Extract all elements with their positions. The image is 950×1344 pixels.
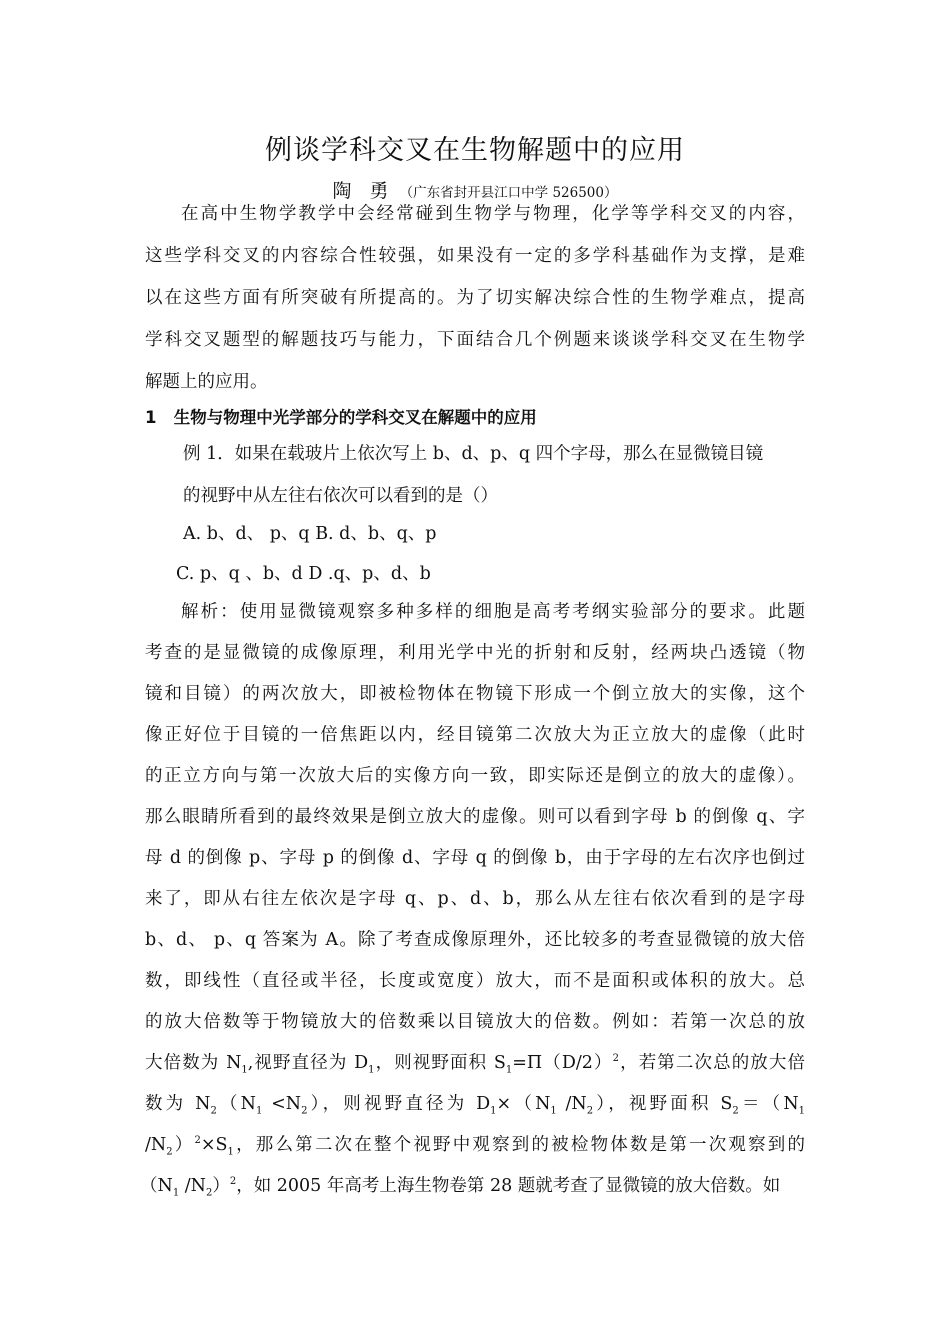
paragraph-line: 这些学科交叉的内容综合性较强，如果没有一定的多学科基础作为支撑，是难 — [145, 246, 805, 266]
formula-text: ×S — [200, 1135, 228, 1155]
subscript: 1 — [550, 1105, 557, 1117]
subscript: 2 — [205, 1187, 213, 1199]
analysis-line: 的放大倍数等于物镜放大的倍数乘以目镜放大的倍数。例如：若第一次总的放 — [145, 1012, 805, 1032]
page-title: 例谈学科交叉在生物解题中的应用 — [265, 135, 685, 166]
formula-text: ，若第二次总的放大倍 — [619, 1053, 806, 1073]
formula-text: /N — [179, 1176, 206, 1196]
formula-text: ，那么第二次在整个视野中观察到的被检物体数是第一次观察到的 — [233, 1135, 806, 1155]
subscript: 1 — [256, 1105, 263, 1117]
formula-text: <N — [262, 1094, 302, 1114]
subscript: 2 — [166, 1146, 173, 1158]
formula-text: ,视野直径为 D — [247, 1053, 369, 1073]
subscript: 2 — [301, 1105, 308, 1117]
analysis-line: 那么眼睛所看到的最终效果是倒立放大的虚像。则可以看到字母 b 的倒像 q、字 — [145, 807, 805, 827]
section-heading — [145, 404, 805, 428]
superscript: 2 — [612, 1053, 619, 1065]
paragraph-line: 学科交叉题型的解题技巧与能力，下面结合几个例题来谈谈学科交叉在生物学 — [145, 330, 805, 350]
subscript: 1 — [505, 1064, 513, 1076]
example-line: 的视野中从左往右依次可以看到的是（） — [183, 486, 498, 506]
analysis-line: 像正好位于目镜的一倍焦距以内，经目镜第二次放大为正立放大的虚像（此时 — [145, 725, 805, 745]
formula-line — [145, 1049, 805, 1076]
formula-text: ），则视野直径为 D — [307, 1094, 491, 1114]
formula-line — [145, 1131, 805, 1158]
analysis-line: 考查的是显微镜的成像原理，利用光学中光的折射和反射，经两块凸透镜（物 — [145, 643, 805, 663]
formula-text: ，如 2005 年高考上海生物卷第 28 题就考查了显微镜的放大倍数。如 — [236, 1176, 781, 1196]
formula-text: 大倍数为 N — [145, 1053, 242, 1073]
formula-text: =Π（D/2） — [512, 1053, 613, 1073]
formula-text: ），视野面积 S — [593, 1094, 733, 1114]
paragraph-line: 解题上的应用。 — [145, 372, 268, 392]
analysis-line: 来了，即从右往左依次是字母 q、p、d、b，那么从左往右依次看到的是字母 — [145, 889, 805, 909]
formula-text: （N — [140, 1176, 173, 1196]
analysis-line: 镜和目镜）的两次放大，即被检物体在物镜下形成一个倒立放大的实像，这个 — [145, 684, 805, 704]
example-line: 例 1．如果在载玻片上依次写上 b、d、p、q 四个字母，那么在显微镜目镜 — [183, 444, 764, 464]
subscript: 1 — [490, 1105, 497, 1117]
option-line: A. b、d、 p、q B. d、b、q、p — [183, 524, 437, 544]
formula-text: ＝（N — [738, 1094, 799, 1114]
analysis-line: 解析：使用显微镜观察多种多样的细胞是高考考纲实验部分的要求。此题 — [181, 602, 805, 622]
formula-text: ） — [212, 1176, 230, 1196]
subscript: 1 — [368, 1064, 375, 1076]
author: 陶 勇 — [332, 180, 395, 202]
formula-text: 数为 N — [145, 1094, 211, 1114]
formula-text: /N — [556, 1094, 587, 1114]
option-line: C. p、q 、b、d D .q、p、d、b — [176, 564, 431, 584]
formula-text: ×（N — [496, 1094, 551, 1114]
superscript: 2 — [194, 1135, 201, 1147]
formula-text: /N — [145, 1135, 167, 1155]
superscript: 2 — [229, 1176, 237, 1188]
subscript: 1 — [241, 1064, 248, 1076]
formula-text: ） — [172, 1135, 195, 1155]
analysis-line: 的正立方向与第一次放大后的实像方向一致，即实际还是倒立的放大的虚像）。 — [145, 766, 805, 786]
section-title: 生物与物理中光学部分的学科交叉在解题中的应用 — [173, 408, 537, 427]
formula-text: （N — [216, 1094, 256, 1114]
formula-line — [145, 1090, 805, 1117]
analysis-line: 母 d 的倒像 p、字母 p 的倒像 d、字母 q 的倒像 b，由于字母的左右次序也倒过 — [145, 848, 805, 868]
affiliation: （广东省封开县江口中学 526500） — [399, 185, 618, 201]
subscript: 2 — [586, 1105, 594, 1117]
subscript: 2 — [210, 1105, 217, 1117]
formula-line — [140, 1172, 800, 1199]
analysis-line: 数，即线性（直径或半径，长度或宽度）放大，而不是面积或体积的放大。总 — [145, 971, 805, 991]
byline — [0, 176, 950, 203]
subscript: 1 — [798, 1105, 806, 1117]
section-number: 1 — [145, 408, 157, 427]
paragraph-line: 在高中生物学教学中会经常碰到生物学与物理，化学等学科交叉的内容， — [181, 204, 805, 224]
subscript: 1 — [172, 1187, 180, 1199]
subscript: 2 — [732, 1105, 739, 1117]
paragraph-line: 以在这些方面有所突破有所提高的。为了切实解决综合性的生物学难点，提高 — [145, 288, 805, 308]
analysis-line: b、d、 p、q 答案为 A。除了考查成像原理外，还比较多的考查显微镜的放大倍 — [145, 930, 805, 950]
subscript: 1 — [227, 1146, 234, 1158]
formula-text: ，则视野面积 S — [374, 1053, 506, 1073]
